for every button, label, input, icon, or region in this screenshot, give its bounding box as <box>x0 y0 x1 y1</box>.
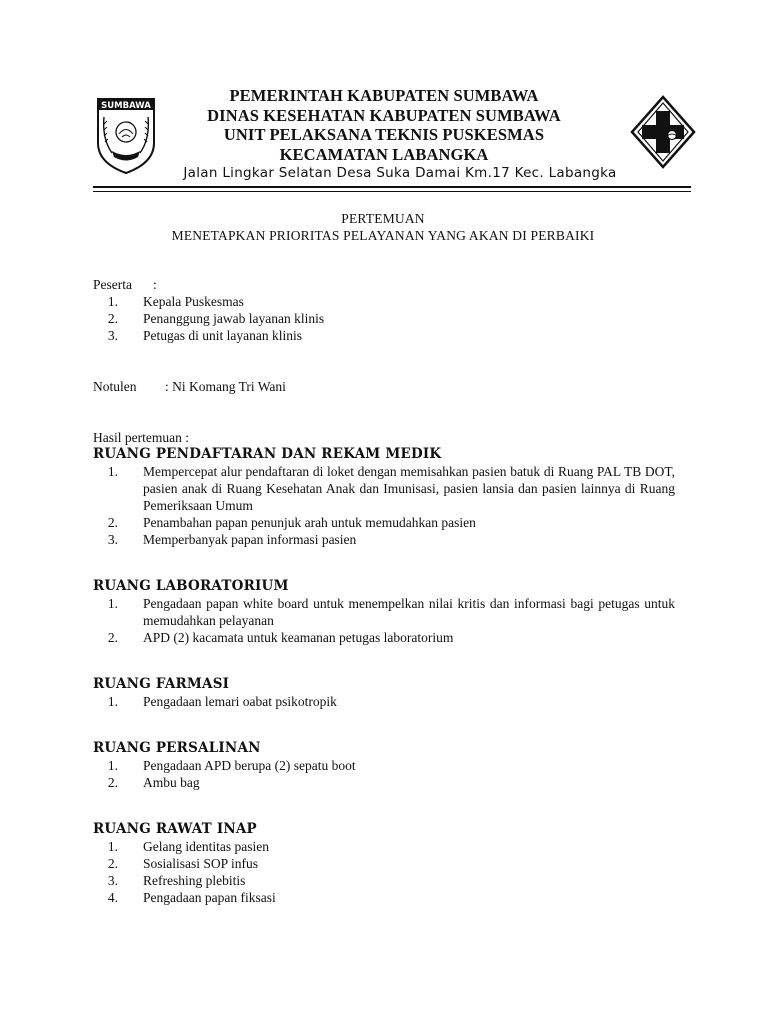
section-title: RUANG PENDAFTARAN DAN REKAM MEDIK <box>93 446 442 462</box>
participants-label-row <box>93 276 675 293</box>
list-item <box>93 595 675 629</box>
meeting-title-line-1: PERTEMUAN <box>341 211 425 226</box>
participants-list <box>93 293 675 344</box>
section-list <box>93 757 675 791</box>
section-title: RUANG LABORATORIUM <box>93 578 289 594</box>
list-item-number: 2. <box>107 856 118 871</box>
letterhead-line-3: UNIT PELAKSANA TEKNIS PUSKESMAS <box>223 125 545 144</box>
list-item-number: 1. <box>107 758 118 773</box>
list-item <box>93 531 675 548</box>
section-title: RUANG PERSALINAN <box>93 740 261 756</box>
list-item <box>93 463 675 514</box>
letterhead <box>0 0 768 200</box>
list-item-text: Petugas di unit layanan klinis <box>143 328 302 343</box>
list-item-text: Pengadaan lemari oabat psikotropik <box>143 694 337 709</box>
notulen-row <box>93 378 675 395</box>
list-item-text: Penambahan papan penunjuk arah untuk memudahkan pasien <box>143 515 476 530</box>
list-item-text: Pengadaan papan fiksasi <box>143 890 276 905</box>
list-item <box>93 327 675 344</box>
section-title: RUANG RAWAT INAP <box>93 821 257 837</box>
letterhead-rule-thick <box>93 186 691 188</box>
list-item <box>93 855 675 872</box>
letterhead-line-1: PEMERINTAH KABUPATEN SUMBAWA <box>229 86 539 105</box>
list-item <box>93 774 675 791</box>
results-label: Hasil pertemuan : <box>93 430 189 445</box>
list-item-text: Memperbanyak papan informasi pasien <box>143 532 357 547</box>
letterhead-address: Jalan Lingkar Selatan Desa Suka Damai Km.17 Kec. Labangka <box>183 165 617 181</box>
list-item-text: Pengadaan papan white board untuk menempelkan nilai kritis dan informasi bagi petugas untuk memudahkan pelayanan <box>143 596 675 628</box>
list-item-number: 3. <box>107 873 118 888</box>
sumbawa-regency-emblem-icon <box>94 95 158 175</box>
list-item-text: Pengadaan APD berupa (2) sepatu boot <box>143 758 356 773</box>
list-item-text: APD (2) kacamata untuk keamanan petugas laboratorium <box>143 630 454 645</box>
section-list <box>93 595 675 646</box>
list-item-number: 2. <box>107 775 118 790</box>
list-item-number: 1. <box>107 464 118 479</box>
list-item-number: 1. <box>107 694 118 709</box>
results-sections <box>93 446 675 906</box>
list-item-number: 3. <box>107 328 118 343</box>
participants-label: Peserta <box>93 277 132 292</box>
list-item-number: 1. <box>107 839 118 854</box>
list-item-number: 4. <box>107 890 118 905</box>
list-item-number: 2. <box>107 311 118 326</box>
notulen-value: : Ni Komang Tri Wani <box>165 379 286 394</box>
participants-separator: : <box>153 277 157 292</box>
section-list <box>93 693 675 710</box>
emblem-label: SUMBAWA <box>101 101 151 111</box>
list-item <box>93 310 675 327</box>
list-item <box>93 872 675 889</box>
list-item <box>93 757 675 774</box>
section-list <box>93 838 675 906</box>
list-item <box>93 693 675 710</box>
list-item-text: Ambu bag <box>143 775 200 790</box>
list-item <box>93 629 675 646</box>
list-item-number: 2. <box>107 630 118 645</box>
list-item <box>93 889 675 906</box>
section-list <box>93 463 675 548</box>
list-item-number: 1. <box>107 294 118 309</box>
meeting-title-line-2: MENETAPKAN PRIORITAS PELAYANAN YANG AKAN DI PERBAIKI <box>171 228 595 243</box>
list-item-number: 2. <box>107 515 118 530</box>
list-item-text: Sosialisasi SOP infus <box>143 856 259 871</box>
meeting-title <box>93 210 673 244</box>
list-item-number: 1. <box>107 596 118 611</box>
letterhead-line-4: KECAMATAN LABANGKA <box>279 144 489 164</box>
letterhead-rule-thin <box>93 191 691 192</box>
list-item-text: Kepala Puskesmas <box>143 294 244 309</box>
list-item <box>93 293 675 310</box>
list-item <box>93 514 675 531</box>
list-item-text: Penanggung jawab layanan klinis <box>143 311 325 326</box>
list-item-text: Refreshing plebitis <box>143 873 246 888</box>
section-title: RUANG FARMASI <box>93 676 230 692</box>
list-item <box>93 838 675 855</box>
document-body <box>93 276 675 906</box>
health-ministry-logo-icon <box>630 95 696 169</box>
notulen-label: Notulen <box>93 379 137 394</box>
list-item-text: Mempercepat alur pendaftaran di loket dengan memisahkan pasien batuk di Ruang PAL TB DOT, pasien anak di Ruang Kesehatan Anak dan Imunisasi, pasien lansia dan pasien lainnya di Ruang Pemeriksaan Umum <box>143 464 675 513</box>
letterhead-text <box>180 86 588 164</box>
list-item-text: Gelang identitas pasien <box>143 839 269 854</box>
list-item-number: 3. <box>107 532 118 547</box>
letterhead-line-2: DINAS KESEHATAN KABUPATEN SUMBAWA <box>207 105 561 125</box>
